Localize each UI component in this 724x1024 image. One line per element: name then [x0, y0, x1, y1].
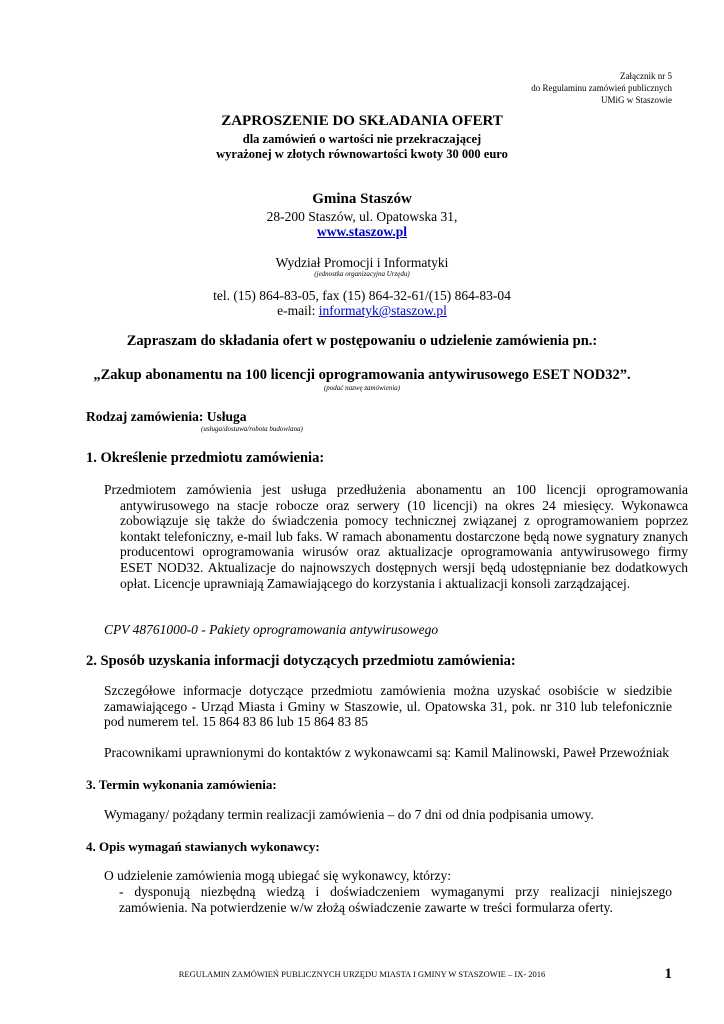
org-name: Gmina Staszów [312, 191, 412, 207]
section-4-item: - dysponują niezbędną wiedzą i doświadczeniem wymaganymi przy realizacji niniejszego zamówienia. Na potwierdzenie w/w złożą oświadczenie zawarte w treści formularza oferty. [119, 884, 672, 915]
section-1-body: Przedmiotem zamówienia jest usługa przedłużenia abonamentu an 100 licencji oprogramowania antywirusowego na stacje robocze oraz serwery (10 licencji) na okres 24 miesięcy. Wykonawca zobowiązuje się także do świadczenia pomocy technicznej związanej z oprogramowaniem poprzez kontakt telefoniczny, e-mail lub faks. W ramach abonamentu dostarczone będą nowe sygnatury znanych producentowi oprogramowania wirusów oraz aktualizacje oprogramowania antywirusowego firmy ESET NOD32. Aktualizacje do najnowszych dostępnych wersji będą udostępnianie bez dodatkowych opłat. Licencje uprawniają Zamawiającego do korzystania i aktualizacji konsoli zarządzającej. [104, 482, 688, 591]
department-note: (jednostka organizacyjna Urzędu) [314, 270, 410, 278]
attachment-note [531, 70, 672, 106]
order-type-note: (usługa/dostawa/robota budowlana) [201, 425, 303, 433]
section-2-contacts: Pracownikami uprawnionymi do kontaktów z wykonawcami są: Kamil Malinowski, Paweł Przewoźniak [104, 745, 670, 760]
contact-email [0, 303, 724, 319]
document-title: ZAPROSZENIE DO SKŁADANIA OFERT [221, 113, 503, 129]
title-subline: dla zamówień o wartości nie przekraczającej [242, 132, 482, 146]
org-address: 28-200 Staszów, ul. Opatowska 31, [266, 209, 458, 224]
order-type: Rodzaj zamówienia: Usługa [86, 409, 247, 424]
website-link[interactable]: www.staszow.pl [316, 224, 407, 239]
section-4-heading: 4. Opis wymagań stawianych wykonawcy: [86, 839, 320, 854]
section-2-body: Szczegółowe informacje dotyczące przedmiotu zamówienia można uzyskać osobiście w siedzibie zamawiającego - Urząd Miasta i Gminy w Staszowie, ul. Opatowska 31, pok. nr 310 lub telefonicznie pod numerem tel. 15 864 83 86 lub 15 864 83 85 [104, 683, 672, 730]
section-3-body: Wymagany/ pożądany termin realizacji zamówienia – do 7 dni od dnia podpisania umowy. [104, 807, 594, 822]
email-label: e-mail: [277, 303, 319, 318]
email-link[interactable]: informatyk@staszow.pl [318, 303, 447, 318]
department-name: Wydział Promocji i Informatyki [275, 255, 449, 270]
invitation-text: Zapraszam do składania ofert w postępowaniu o udzielenie zamówienia pn.: [126, 333, 598, 349]
contact-phone: tel. (15) 864-83-05, fax (15) 864-32-61/(15) 864-83-04 [213, 288, 511, 303]
cpv-code: CPV 48761000-0 - Pakiety oprogramowania antywirusowego [104, 622, 439, 637]
order-name: „Zakup abonamentu na 100 licencji oprogramowania antywirusowego ESET NOD32”. [93, 367, 631, 383]
attachment-note-line: Załącznik nr 5 [620, 71, 672, 81]
section-3-heading: 3. Termin wykonania zamówienia: [86, 777, 277, 792]
section-1-heading: 1. Określenie przedmiotu zamówienia: [86, 450, 325, 466]
section-2-heading: 2. Sposób uzyskania informacji dotyczących przedmiotu zamówienia: [86, 653, 516, 669]
attachment-note-line: UMiG w Staszowie [601, 95, 672, 105]
section-4-intro: O udzielenie zamówienia mogą ubiegać się wykonawcy, którzy: [104, 868, 451, 883]
footer-text: REGULAMIN ZAMÓWIEŃ PUBLICZNYCH URZĘDU MIASTA I GMINY W STASZOWIE – IX- 2016 [178, 969, 546, 979]
order-name-note: (podać nazwę zamówienia) [323, 384, 401, 392]
title-subline: wyrażonej w złotych równowartości kwoty 30 000 euro [216, 147, 508, 161]
page-number: 1 [664, 966, 672, 982]
attachment-note-line: do Regulaminu zamówień publicznych [531, 83, 672, 93]
